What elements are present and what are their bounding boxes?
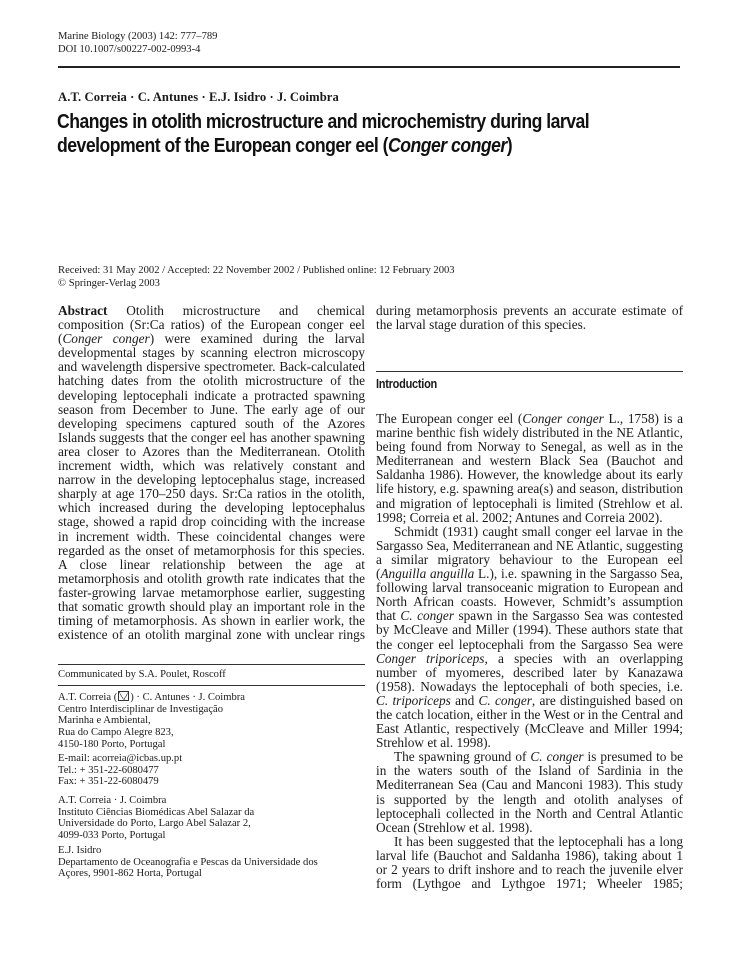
body-text: Otolith microstructure and chemical composition (Sr:Ca ratios) of the European conger eel ( <box>58 303 365 347</box>
body-text: L.), i.e. spawning in the Sargasso Sea, following larval transoceanic migration to European and North African coasts. However, Schmidt’s assumption that <box>376 566 683 624</box>
affiliation-authors: A.T. Correia · J. Coimbra <box>58 795 167 806</box>
introduction-paragraph <box>376 750 683 835</box>
abstract-paragraph-continued <box>376 304 683 332</box>
doi[interactable]: DOI 10.1007/s00227-002-0993-4 <box>58 43 201 55</box>
affiliation-line: Marinha e Ambiental, <box>58 715 151 727</box>
affiliation-line: Centro Interdisciplinar de Investigação <box>58 703 224 715</box>
body-text: L., 1758) is a marine benthic fish widely distributed in the NE Atlantic, being found from Norway to Senegal, as well as in the Mediterranean and western Black Sea (Bauchot and Saldanha 1986). However, the knowledge about its early life history, e.g. spawning area(s) and season, distribution and migration of leptocephali is limited (Strehlow et al. 1998; Correia et al. 2002; Antunes and Correia 2002). <box>376 411 683 525</box>
species-name: C. triporiceps <box>376 692 451 708</box>
introduction-paragraph <box>376 525 683 751</box>
introduction-paragraph <box>376 835 683 891</box>
species-name: C. conger <box>400 608 455 624</box>
affiliation-line: Universidade do Porto, Largo Abel Salazar 2, <box>58 818 251 830</box>
contact-info <box>58 753 368 788</box>
journal-header <box>58 31 217 56</box>
abstract-continued <box>376 304 683 332</box>
body-text: , a species with an overlapping number of myomeres, described later by Kanazawa (1958). Nowadays the leptocephali of both species, i.e. <box>376 650 683 694</box>
affiliation-authors: E.J. Isidro <box>58 845 102 856</box>
email[interactable]: E-mail: acorreia@icbas.up.pt <box>58 753 183 764</box>
affiliation-line: Açores, 9901-862 Horta, Portugal <box>58 868 202 880</box>
abstract-paragraph <box>58 304 365 642</box>
affiliation-line: 4099-033 Porto, Portugal <box>58 830 166 842</box>
body-text: and <box>450 692 479 708</box>
affiliation-line: Instituto Ciências Biomédicas Abel Salazar da <box>58 806 255 818</box>
publication-dates <box>58 265 455 290</box>
affiliation <box>58 795 368 842</box>
species-name: Anguilla anguilla <box>380 566 475 582</box>
affiliation-line: 4150-180 Porto, Portugal <box>58 738 166 750</box>
body-text: Schmidt (1931) caught small conger eel larvae in the Sargasso Sea, Mediterranean and NE Atlantic, suggesting a similar migratory behaviour to the European eel ( <box>376 523 683 582</box>
author-names: A.T. Correia ( <box>58 692 118 703</box>
title-species-name: Conger conger <box>388 133 507 157</box>
title-line-2 <box>57 134 599 158</box>
author-names: ) · C. Antunes · J. Coimbra <box>130 692 245 703</box>
communicated-by: Communicated by S.A. Poulet, Roscoff <box>58 669 226 680</box>
affiliation <box>58 691 368 751</box>
affiliation-line: Departamento de Oceanografia e Pescas da Universidade dos <box>58 856 318 868</box>
body-text: ) were examined during the larval developmental stages by scanning electron microscopy and wavelength dispersive spectrometer. Back-calculated hatching dates from the otolith microstructure of the developing leptocephali indicate a protracted spawning season from December to June. The early age of our developing specimens captured south of the Azores Islands suggests that the conger eel has another spawning area closer to Azores than the Mediterranean. Otolith increment width, which was relatively constant and narrow in the developing leptocephalus stage, increased sharply at age 170–250 days. Sr:Ca ratios in the otolith, which increased during the developing leptocephalus stage, showed a rapid drop coinciding with the increase in increment width. These coincidental changes were regarded as the onset of metamorphosis for this species. A close linear relationship between the age at metamorphosis and otolith growth rate indicates that the faster-growing larvae metamorphose earlier, suggesting that somatic growth should play an important role in the timing of metamorphosis. As shown in earlier work, the existence of an otolith marginal zone with unclear rings <box>58 331 365 643</box>
envelope-icon <box>118 691 129 701</box>
species-name: Conger conger <box>62 331 150 347</box>
received-accepted-published: Received: 31 May 2002 / Accepted: 22 November 2002 / Published online: 12 February 2003 <box>58 265 455 276</box>
telephone: Tel.: + 351-22-6080477 <box>58 764 159 776</box>
species-name: Conger conger <box>522 411 604 426</box>
section-rule <box>376 371 683 372</box>
footnote-rule <box>58 664 365 665</box>
author-list: A.T. Correia · C. Antunes · E.J. Isidro · J. Coimbra <box>58 90 339 104</box>
species-name: Conger triporiceps <box>376 650 485 666</box>
footnote-rule <box>58 685 365 686</box>
abstract <box>58 304 365 642</box>
body-text: The European conger eel ( <box>376 411 523 426</box>
title-text: development of the European conger eel ( <box>57 133 389 157</box>
introduction-body <box>376 412 683 891</box>
species-name: C. conger <box>478 692 532 708</box>
affiliation <box>58 845 368 880</box>
paper-title <box>57 110 599 157</box>
journal-citation: Marine Biology (2003) 142: 777–789 <box>58 31 218 42</box>
body-text: , are distinguished based on the catch location, either in the West or in the Central and East Atlantic, respectively (McCleave and Miller 1994; Strehlow et al. 1998). <box>376 692 683 751</box>
species-name: C. conger <box>530 749 584 765</box>
body-text: It has been suggested that the leptocephali has a long larval life (Bauchot and Saldanha 1986), taking about 1 or 2 years to drift inshore and to reach the juvenile elver form (Lythgoe and Lythgoe 1971; Wheeler 1985; <box>376 833 683 892</box>
affiliation-line: Rua do Campo Alegre 823, <box>58 727 174 739</box>
body-text: is presumed to be in the waters south of the Island of Sardinia in the Mediterranean Sea (Cau and Manconi 1983). This study is supported by the length and otolith analyses of leptocephali collected in the North and Central Atlantic Ocean (Strehlow et al. 1998). <box>376 749 683 835</box>
section-heading-introduction: Introduction <box>376 377 437 391</box>
header-rule <box>58 66 680 68</box>
affiliation-authors <box>58 691 368 704</box>
abstract-label: Abstract <box>58 303 108 318</box>
introduction-paragraph <box>376 412 683 525</box>
body-text: spawn in the Sargasso Sea was contested by McCleave and Miller (1994). These authors state that the conger eel leptocephali from the Sargasso Sea were <box>376 608 683 652</box>
fax: Fax: + 351-22-6080479 <box>58 776 159 788</box>
body-text: The spawning ground of <box>394 749 531 765</box>
body-text: during metamorphosis prevents an accurate estimate of the larval stage duration of this species. <box>376 303 683 333</box>
title-text: ) <box>506 133 513 157</box>
title-line-1: Changes in otolith microstructure and microchemistry during larval <box>57 110 590 133</box>
copyright: © Springer-Verlag 2003 <box>58 277 160 289</box>
